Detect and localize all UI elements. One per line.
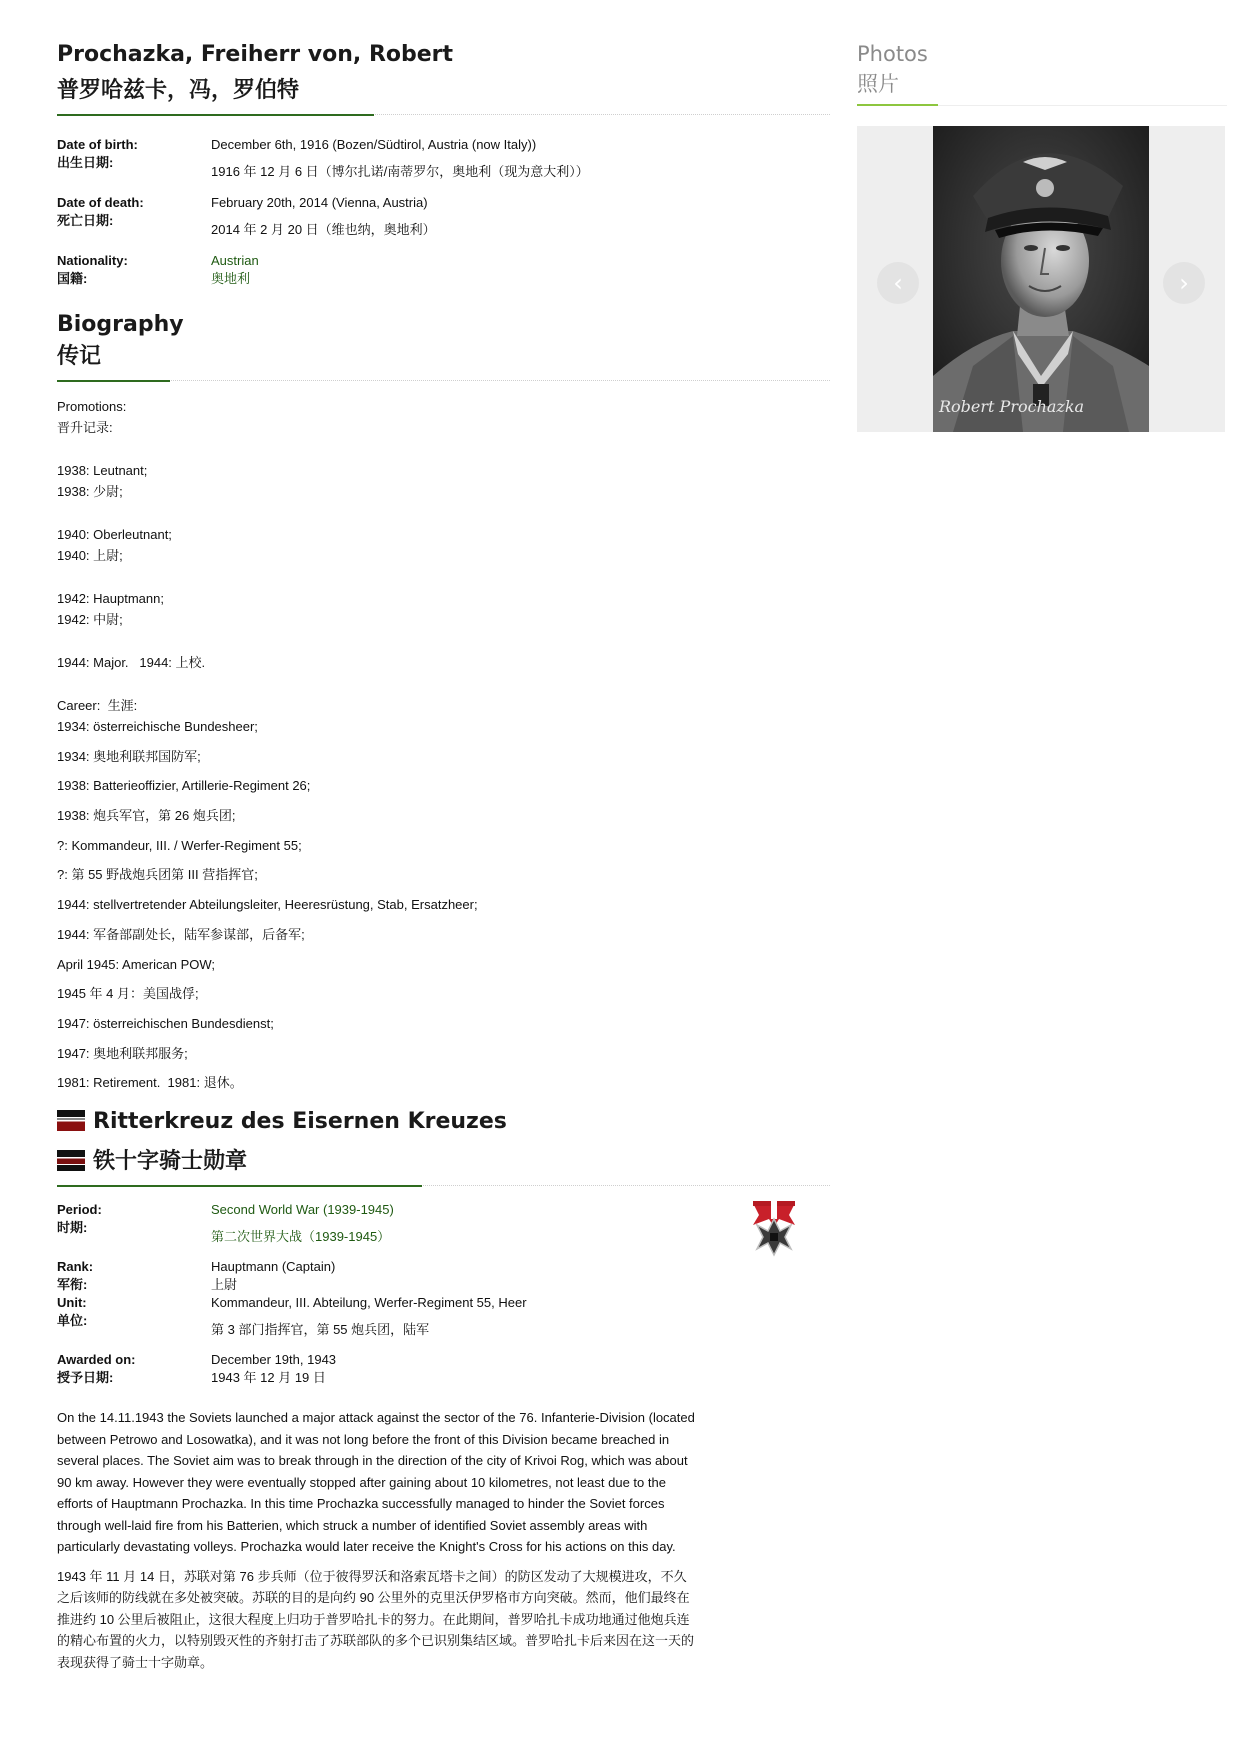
promotion-1944: 1944: Major. 1944: 上校.	[57, 655, 206, 670]
german-flag-icon	[57, 1150, 85, 1171]
career-item: 1938: Batterieoffizier, Artillerie-Regiment 26;	[57, 778, 311, 794]
death-label-zh: 死亡日期:	[57, 213, 114, 228]
birth-value-zh: 1916 年 12 月 6 日（博尔扎诺/南蒂罗尔，奥地利（现为意大利））	[211, 164, 589, 179]
awarded-value-zh: 1943 年 12 月 19 日	[211, 1370, 326, 1386]
promotion-1938-zh: 1938: 少尉;	[57, 484, 123, 499]
photos-heading	[857, 40, 1227, 106]
promotion-1940-zh: 1940: 上尉;	[57, 548, 123, 563]
biography-divider	[57, 380, 827, 382]
citation-zh: 1943 年 11 月 14 日，苏联对第 76 步兵师（位于彼得罗沃和洛索瓦塔卡之间）的防区发动了大规模进攻，不久之后该师的防线就在多处被突破。苏联的目的是向约 90 公里外的克里沃伊罗格市方向突破。然而，他们最终在推进约 10 公里后被阻止，这很大程度上归功于普罗哈扎卡的努力。在此期间，普罗哈扎卡成功地通过他炮兵连的精心布置的火力，以特别毁灭性的齐射打击了苏联部队的多个已识别集结区域。普罗哈扎卡后来因在这一天的表现获得了骑士十字勋章。	[57, 1568, 695, 1670]
carousel-next-button[interactable]	[1163, 262, 1205, 304]
promotions-label-en: Promotions:	[57, 399, 127, 414]
nationality-value-zh: 奥地利	[211, 271, 251, 286]
main-content	[57, 40, 827, 1673]
photos-divider	[857, 104, 1227, 106]
career-label: Career: 生涯:	[57, 698, 138, 713]
biography-body	[57, 396, 827, 1093]
career-item: 1944: stellvertretender Abteilungsleiter, Heeresrüstung, Stab, Ersatzheer;	[57, 897, 478, 913]
birth-row	[57, 136, 827, 181]
name-en: Prochazka, Freiherr von, Robert	[57, 42, 454, 67]
career-list	[57, 716, 827, 1093]
awarded-value-en: December 19th, 1943	[211, 1352, 337, 1368]
citation-en: On the 14.11.1943 the Soviets launched a major attack against the sector of the 76. Infanterie-Division (located between Petrowo and Losowatka), and it was not long before the front of this Division became breached in several places. The Soviet aim was to break through in the direction of the city of Krivoi Rog, which was about 90 km away. However they were eventually stopped after gaining about 10 kilometres, not least due to the efforts of Hauptmann Prochazka. In this time Prochazka successfully managed to hinder the Soviet forces through well-laid fire from his Batterien, which struck a number of identified Soviet assembly areas with particularly devastating volleys. Prochazka would later receive the Knight's Cross for his actions on this day.	[57, 1410, 695, 1555]
award-divider	[57, 1185, 827, 1187]
career-item: 1945 年 4 月：美国战俘;	[57, 986, 199, 1002]
photos-title-zh: 照片	[857, 72, 899, 96]
promotion-1938-en: 1938: Leutnant;	[57, 463, 148, 478]
name-zh: 普罗哈兹卡，冯，罗伯特	[57, 78, 300, 103]
photo-carousel[interactable]	[857, 126, 1225, 432]
biography-heading	[57, 310, 827, 382]
award-title-en: Ritterkreuz des Eisernen Kreuzes	[57, 1107, 827, 1137]
photo-signature: Robert Prochazka	[939, 397, 1085, 416]
career-item: ?: 第 55 野战炮兵团第 III 营指挥官;	[57, 867, 258, 883]
german-flag-icon	[57, 1110, 85, 1131]
award-facts	[57, 1201, 827, 1387]
award-title-zh: 铁十字骑士勋章	[57, 1145, 827, 1179]
unit-value-en: Kommandeur, III. Abteilung, Werfer-Regiment 55, Heer	[211, 1295, 527, 1311]
knights-cross-icon	[749, 1197, 799, 1257]
death-value-zh: 2014 年 2 月 20 日（维也纳，奥地利）	[211, 222, 436, 237]
promotion-1942-zh: 1942: 中尉;	[57, 612, 123, 627]
biography-title-zh: 传记	[57, 344, 102, 369]
death-row	[57, 194, 827, 239]
career-item: 1944: 军备部副处长，陆军参谋部，后备军;	[57, 926, 305, 942]
portrait-photo[interactable]	[933, 126, 1149, 432]
award-heading	[57, 1107, 827, 1187]
photos-panel	[857, 40, 1227, 416]
unit-value-zh: 第 3 部门指挥官，第 55 炮兵团，陆军	[211, 1322, 430, 1338]
nationality-label-zh: 国籍:	[57, 271, 88, 286]
period-value-en: Second World War (1939-1945)	[211, 1202, 394, 1218]
chevron-left-icon: ‹	[893, 269, 903, 297]
birth-value-en: December 6th, 1916 (Bozen/Südtirol, Austria (now Italy))	[211, 137, 537, 152]
biography-title-en: Biography	[57, 312, 184, 337]
career-item: ?: Kommandeur, III. / Werfer-Regiment 55;	[57, 837, 302, 853]
birth-label-zh: 出生日期:	[57, 155, 114, 170]
nationality-label-en: Nationality:	[57, 253, 128, 268]
rank-value-zh: 上尉	[211, 1277, 238, 1293]
unit-row: Unit: 单位: Kommandeur, III. Abteilung, Werfer-Regiment 55, Heer 第 3 部门指挥官，第 55 炮兵团，陆军	[57, 1294, 827, 1339]
rank-row: Rank: 军衔: Hauptmann (Captain) 上尉	[57, 1258, 827, 1294]
nationality-row	[57, 252, 827, 288]
promotions-label-zh: 晋升记录:	[57, 420, 113, 435]
career-item: 1934: 奥地利联邦国防军;	[57, 748, 201, 764]
nationality-value-en: Austrian	[211, 253, 259, 268]
rank-value-en: Hauptmann (Captain)	[211, 1259, 336, 1275]
chevron-right-icon: ›	[1179, 269, 1189, 297]
death-label-en: Date of death:	[57, 195, 144, 210]
carousel-prev-button[interactable]	[877, 262, 919, 304]
name-heading	[57, 40, 827, 116]
promotion-1940-en: 1940: Oberleutnant;	[57, 527, 172, 542]
career-item: 1938: 炮兵军官，第 26 炮兵团;	[57, 808, 236, 824]
career-item: 1947: 奥地利联邦服务;	[57, 1045, 188, 1061]
period-value-zh: 第二次世界大战（1939-1945）	[211, 1229, 391, 1245]
awarded-row: Awarded on: 授予日期: December 19th, 1943 1943 年 12 月 19 日	[57, 1351, 827, 1387]
photos-title-en: Photos	[857, 42, 928, 66]
career-item: 1981: Retirement. 1981: 退休。	[57, 1075, 243, 1091]
period-row: Period: 时期: Second World War (1939-1945) 第二次世界大战（1939-1945）	[57, 1201, 827, 1246]
career-item: April 1945: American POW;	[57, 956, 215, 972]
birth-label-en: Date of birth:	[57, 137, 138, 152]
heading-divider	[57, 114, 827, 116]
career-item: 1934: österreichische Bundesheer;	[57, 719, 258, 734]
career-item: 1947: österreichischen Bundesdienst;	[57, 1015, 274, 1031]
facts	[57, 136, 827, 288]
promotion-1942-en: 1942: Hauptmann;	[57, 591, 164, 606]
death-value-en: February 20th, 2014 (Vienna, Austria)	[211, 195, 428, 210]
